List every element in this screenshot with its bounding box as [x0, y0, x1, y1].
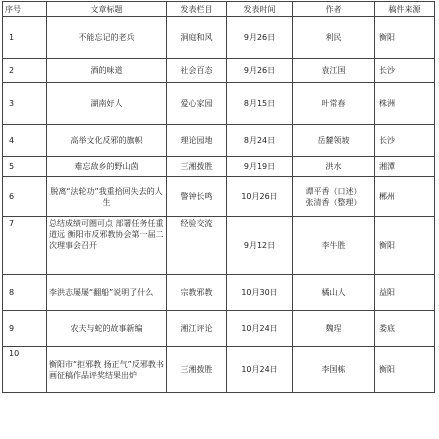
- row-author: 岳麓领坡: [293, 125, 375, 157]
- row-num: 5: [3, 157, 47, 177]
- row-column: 警钟长鸣: [167, 177, 227, 217]
- header-num: 序号: [3, 2, 47, 17]
- table-row: [3, 157, 435, 177]
- row-source: 郴州: [375, 177, 435, 217]
- row-author: 叶常春: [293, 83, 375, 125]
- row-date: 9月26日: [227, 17, 293, 59]
- row-title: 总结成绩可圈可点 部署任务任重道远 衡阳市反邪教协会第一届二次理事会召开: [47, 217, 167, 275]
- row-date: 9月26日: [227, 59, 293, 83]
- table-row: [3, 311, 435, 347]
- row-column: 三湘拨胜: [167, 347, 227, 393]
- table-row: [3, 217, 435, 275]
- row-date: 8月24日: [227, 125, 293, 157]
- row-num: 3: [3, 83, 47, 125]
- row-author: 魏珵: [293, 311, 375, 347]
- row-source: 益阳: [375, 275, 435, 311]
- row-author: 洪水: [293, 157, 375, 177]
- row-title: 湖南好人: [47, 83, 167, 125]
- row-column: 爱心家园: [167, 83, 227, 125]
- row-title: 高举文化反邪的旗帜: [47, 125, 167, 157]
- articles-table: [2, 1, 435, 393]
- row-num: 6: [3, 177, 47, 217]
- table-row: [3, 275, 435, 311]
- row-column: 社会百态: [167, 59, 227, 83]
- row-column: 理论园地: [167, 125, 227, 157]
- header-title: 文章标题: [47, 2, 167, 17]
- table-row: [3, 177, 435, 217]
- row-date: 9月12日: [227, 217, 293, 275]
- row-title: 农夫与蛇的故事新编: [47, 311, 167, 347]
- header-source: 稿件来源: [375, 2, 435, 17]
- row-source: 株洲: [375, 83, 435, 125]
- row-title: 难忘敌乡的野山茵: [47, 157, 167, 177]
- row-source: 衡阳: [375, 17, 435, 59]
- row-date: 10月24日: [227, 347, 293, 393]
- table-row: [3, 347, 435, 393]
- row-source: 湘潭: [375, 157, 435, 177]
- row-date: 9月19日: [227, 157, 293, 177]
- row-author: 橘山人: [293, 275, 375, 311]
- row-source: 娄底: [375, 311, 435, 347]
- row-date: 10月24日: [227, 311, 293, 347]
- row-title: 脱离“法轮功”我重拾回失去的人生: [47, 177, 167, 217]
- row-source: 长沙: [375, 59, 435, 83]
- header-column: 发表栏目: [167, 2, 227, 17]
- row-date: 10月30日: [227, 275, 293, 311]
- row-num: 9: [3, 311, 47, 347]
- row-num: 1: [3, 17, 47, 59]
- row-column: 经验交流: [167, 217, 227, 275]
- header-author: 作者: [293, 2, 375, 17]
- row-num: 10: [3, 347, 47, 393]
- table-row: [3, 125, 435, 157]
- row-date: 8月15日: [227, 83, 293, 125]
- row-title: 李洪志屡屡“翻船”说明了什么: [47, 275, 167, 311]
- row-column: 宗教邪教: [167, 275, 227, 311]
- row-column: 三湘拨胜: [167, 157, 227, 177]
- row-column: 洞庭和风: [167, 17, 227, 59]
- row-num: 8: [3, 275, 47, 311]
- header-date: 发表时间: [227, 2, 293, 17]
- row-author: 李国栋: [293, 347, 375, 393]
- row-title: 衡阳市“拒邪教 扬正气”反邪教书画征稿作品评奖结果出炉: [47, 347, 167, 393]
- header-row: [3, 2, 435, 17]
- row-author: 李牛胜: [293, 217, 375, 275]
- row-author: 谭平香（口述） 张清香（整理）: [293, 177, 375, 217]
- row-author: 利民: [293, 17, 375, 59]
- row-date: 10月26日: [227, 177, 293, 217]
- row-title: 不能忘记的老兵: [47, 17, 167, 59]
- row-source: 长沙: [375, 125, 435, 157]
- row-source: 衡阳: [375, 347, 435, 393]
- table-row: [3, 83, 435, 125]
- table-row: [3, 59, 435, 83]
- table-row: [3, 17, 435, 59]
- row-author: 袁江国: [293, 59, 375, 83]
- row-source: 衡阳: [375, 217, 435, 275]
- row-num: 4: [3, 125, 47, 157]
- row-title: 酒的味道: [47, 59, 167, 83]
- row-column: 湘江评论: [167, 311, 227, 347]
- row-num: 2: [3, 59, 47, 83]
- row-num: 7: [3, 217, 47, 275]
